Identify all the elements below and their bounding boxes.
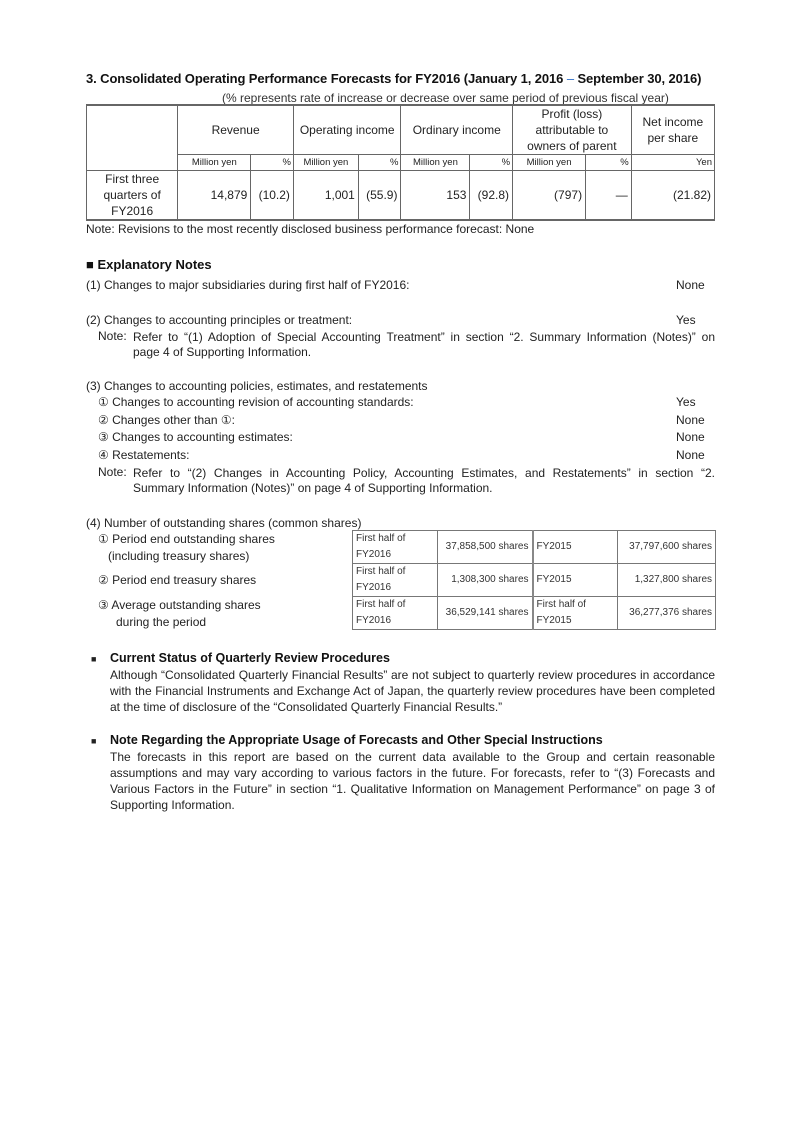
value-cell: (55.9)	[358, 171, 401, 221]
shares-row	[353, 597, 716, 630]
value-cell: —	[586, 171, 632, 221]
item3-note-line2: Summary Information (Notes)” on page 4 of Supporting Information.	[133, 481, 493, 495]
item4-label: (4) Number of outstanding shares (common shares)	[86, 516, 362, 530]
item4-row1-label2: (including treasury shares)	[108, 549, 250, 563]
unit-cell: %	[251, 155, 294, 171]
shares-value: 36,277,376 shares	[618, 597, 716, 630]
item4-row3-label2: during the period	[116, 615, 207, 629]
review-body: Although “Consolidated Quarterly Financial Results” are not subject to quarterly review procedures in accordance with the Financial Instruments and Exchange Act of Japan, the quarterly review procedures have been completed at the time of disclosure of the “Consolidated Quarterly Financial Results.”	[110, 668, 715, 714]
section-subtitle: (% represents rate of increase or decrease over same period of previous fiscal year)	[222, 91, 669, 105]
period-cell: First half of FY2016	[353, 597, 438, 630]
period-cell: First half of FY2015	[533, 597, 618, 630]
item1-value: None	[676, 278, 705, 292]
value-cell: 14,879	[178, 171, 251, 221]
item2-note-prefix: Note:	[98, 329, 127, 343]
item2-value: Yes	[676, 313, 696, 327]
forecast-header-row	[87, 105, 715, 155]
shares-table	[352, 530, 716, 630]
shares-row	[353, 564, 716, 597]
item4-row1-label1: ① Period end outstanding shares	[98, 532, 275, 546]
value-cell: 153	[401, 171, 470, 221]
header-revenue: Revenue	[178, 105, 294, 155]
item2-note-line1: Refer to “(1) Adoption of Special Accounting Treatment” in section “2. Summary Information (Notes)” on	[133, 330, 715, 344]
title-suffix: September 30, 2016)	[577, 71, 702, 86]
unit-cell: Million yen	[401, 155, 470, 171]
unit-cell: Yen	[631, 155, 714, 171]
shares-value: 1,327,800 shares	[618, 564, 716, 597]
review-heading: Current Status of Quarterly Review Procedures	[110, 651, 390, 665]
value-cell: (21.82)	[631, 171, 714, 221]
bullet-square-icon: ■	[91, 736, 97, 746]
unit-cell: Million yen	[513, 155, 586, 171]
unit-cell: %	[586, 155, 632, 171]
period-cell: FY2015	[533, 531, 618, 564]
section-title	[86, 71, 726, 86]
period-cell: FY2015	[533, 564, 618, 597]
value-cell: 1,001	[293, 171, 358, 221]
shares-value: 1,308,300 shares	[438, 564, 533, 597]
item4-row2-label1: ② Period end treasury shares	[98, 573, 257, 587]
row-label: First three quarters of FY2016	[87, 171, 178, 221]
forecast-data-row	[87, 171, 715, 221]
period-cell: First half of FY2016	[353, 564, 438, 597]
forecast-note-heading: Note Regarding the Appropriate Usage of Forecasts and Other Special Instructions	[110, 733, 603, 747]
shares-row	[353, 531, 716, 564]
header-net-income-per-share: Net income per share	[631, 105, 714, 155]
title-prefix: 3. Consolidated Operating Performance Forecasts for FY2016 (January 1, 2016	[86, 71, 564, 86]
item3-note-prefix: Note:	[98, 465, 127, 479]
forecast-note-body: The forecasts in this report are based on the current data available to the Group and certain reasonable assumptions and may vary according to various factors in the future. For forecasts, refer to “(3) Forecasts and Various Factors in the Future” in section “1. Qualitative Information on Management Performance” on page 3 of Supporting Information.	[110, 750, 715, 812]
forecast-table	[86, 104, 715, 221]
item2-note-line2: page 4 of Supporting Information.	[133, 345, 312, 359]
shares-value: 36,529,141 shares	[438, 597, 533, 630]
period-cell: First half of FY2016	[353, 531, 438, 564]
item2-label: (2) Changes to accounting principles or treatment:	[86, 313, 353, 327]
item3-sub2-value: None	[676, 413, 705, 427]
item3-sub4-label: ④ Restatements:	[98, 448, 190, 462]
item3-sub1-label: ① Changes to accounting revision of accounting standards:	[98, 395, 414, 409]
item3-label: (3) Changes to accounting policies, estimates, and restatements	[86, 379, 428, 393]
bullet-square-icon: ■	[91, 654, 97, 664]
corner-cell	[87, 105, 178, 171]
unit-cell: %	[358, 155, 401, 171]
explanatory-heading: ■ Explanatory Notes	[86, 257, 212, 272]
item3-sub1-value: Yes	[676, 395, 696, 409]
forecast-unit-row	[87, 155, 715, 171]
value-cell: (10.2)	[251, 171, 294, 221]
shares-value: 37,797,600 shares	[618, 531, 716, 564]
item3-sub3-value: None	[676, 430, 705, 444]
item3-sub2-label: ② Changes other than ①:	[98, 413, 235, 427]
forecast-note: Note: Revisions to the most recently disclosed business performance forecast: None	[86, 222, 535, 236]
header-profit-attributable: Profit (loss) attributable to owners of parent	[513, 105, 632, 155]
item3-sub4-value: None	[676, 448, 705, 462]
header-ordinary-income: Ordinary income	[401, 105, 513, 155]
unit-cell: Million yen	[293, 155, 358, 171]
unit-cell: Million yen	[178, 155, 251, 171]
item4-row3-label1: ③ Average outstanding shares	[98, 598, 261, 612]
unit-cell: %	[470, 155, 513, 171]
shares-value: 37,858,500 shares	[438, 531, 533, 564]
item3-sub3-label: ③ Changes to accounting estimates:	[98, 430, 293, 444]
value-cell: (797)	[513, 171, 586, 221]
title-dash: –	[566, 71, 574, 86]
item3-note-line1: Refer to “(2) Changes in Accounting Policy, Accounting Estimates, and Restatements” in section “2.	[133, 466, 715, 480]
value-cell: (92.8)	[470, 171, 513, 221]
item1-label: (1) Changes to major subsidiaries during first half of FY2016:	[86, 278, 410, 292]
header-operating-income: Operating income	[293, 105, 401, 155]
